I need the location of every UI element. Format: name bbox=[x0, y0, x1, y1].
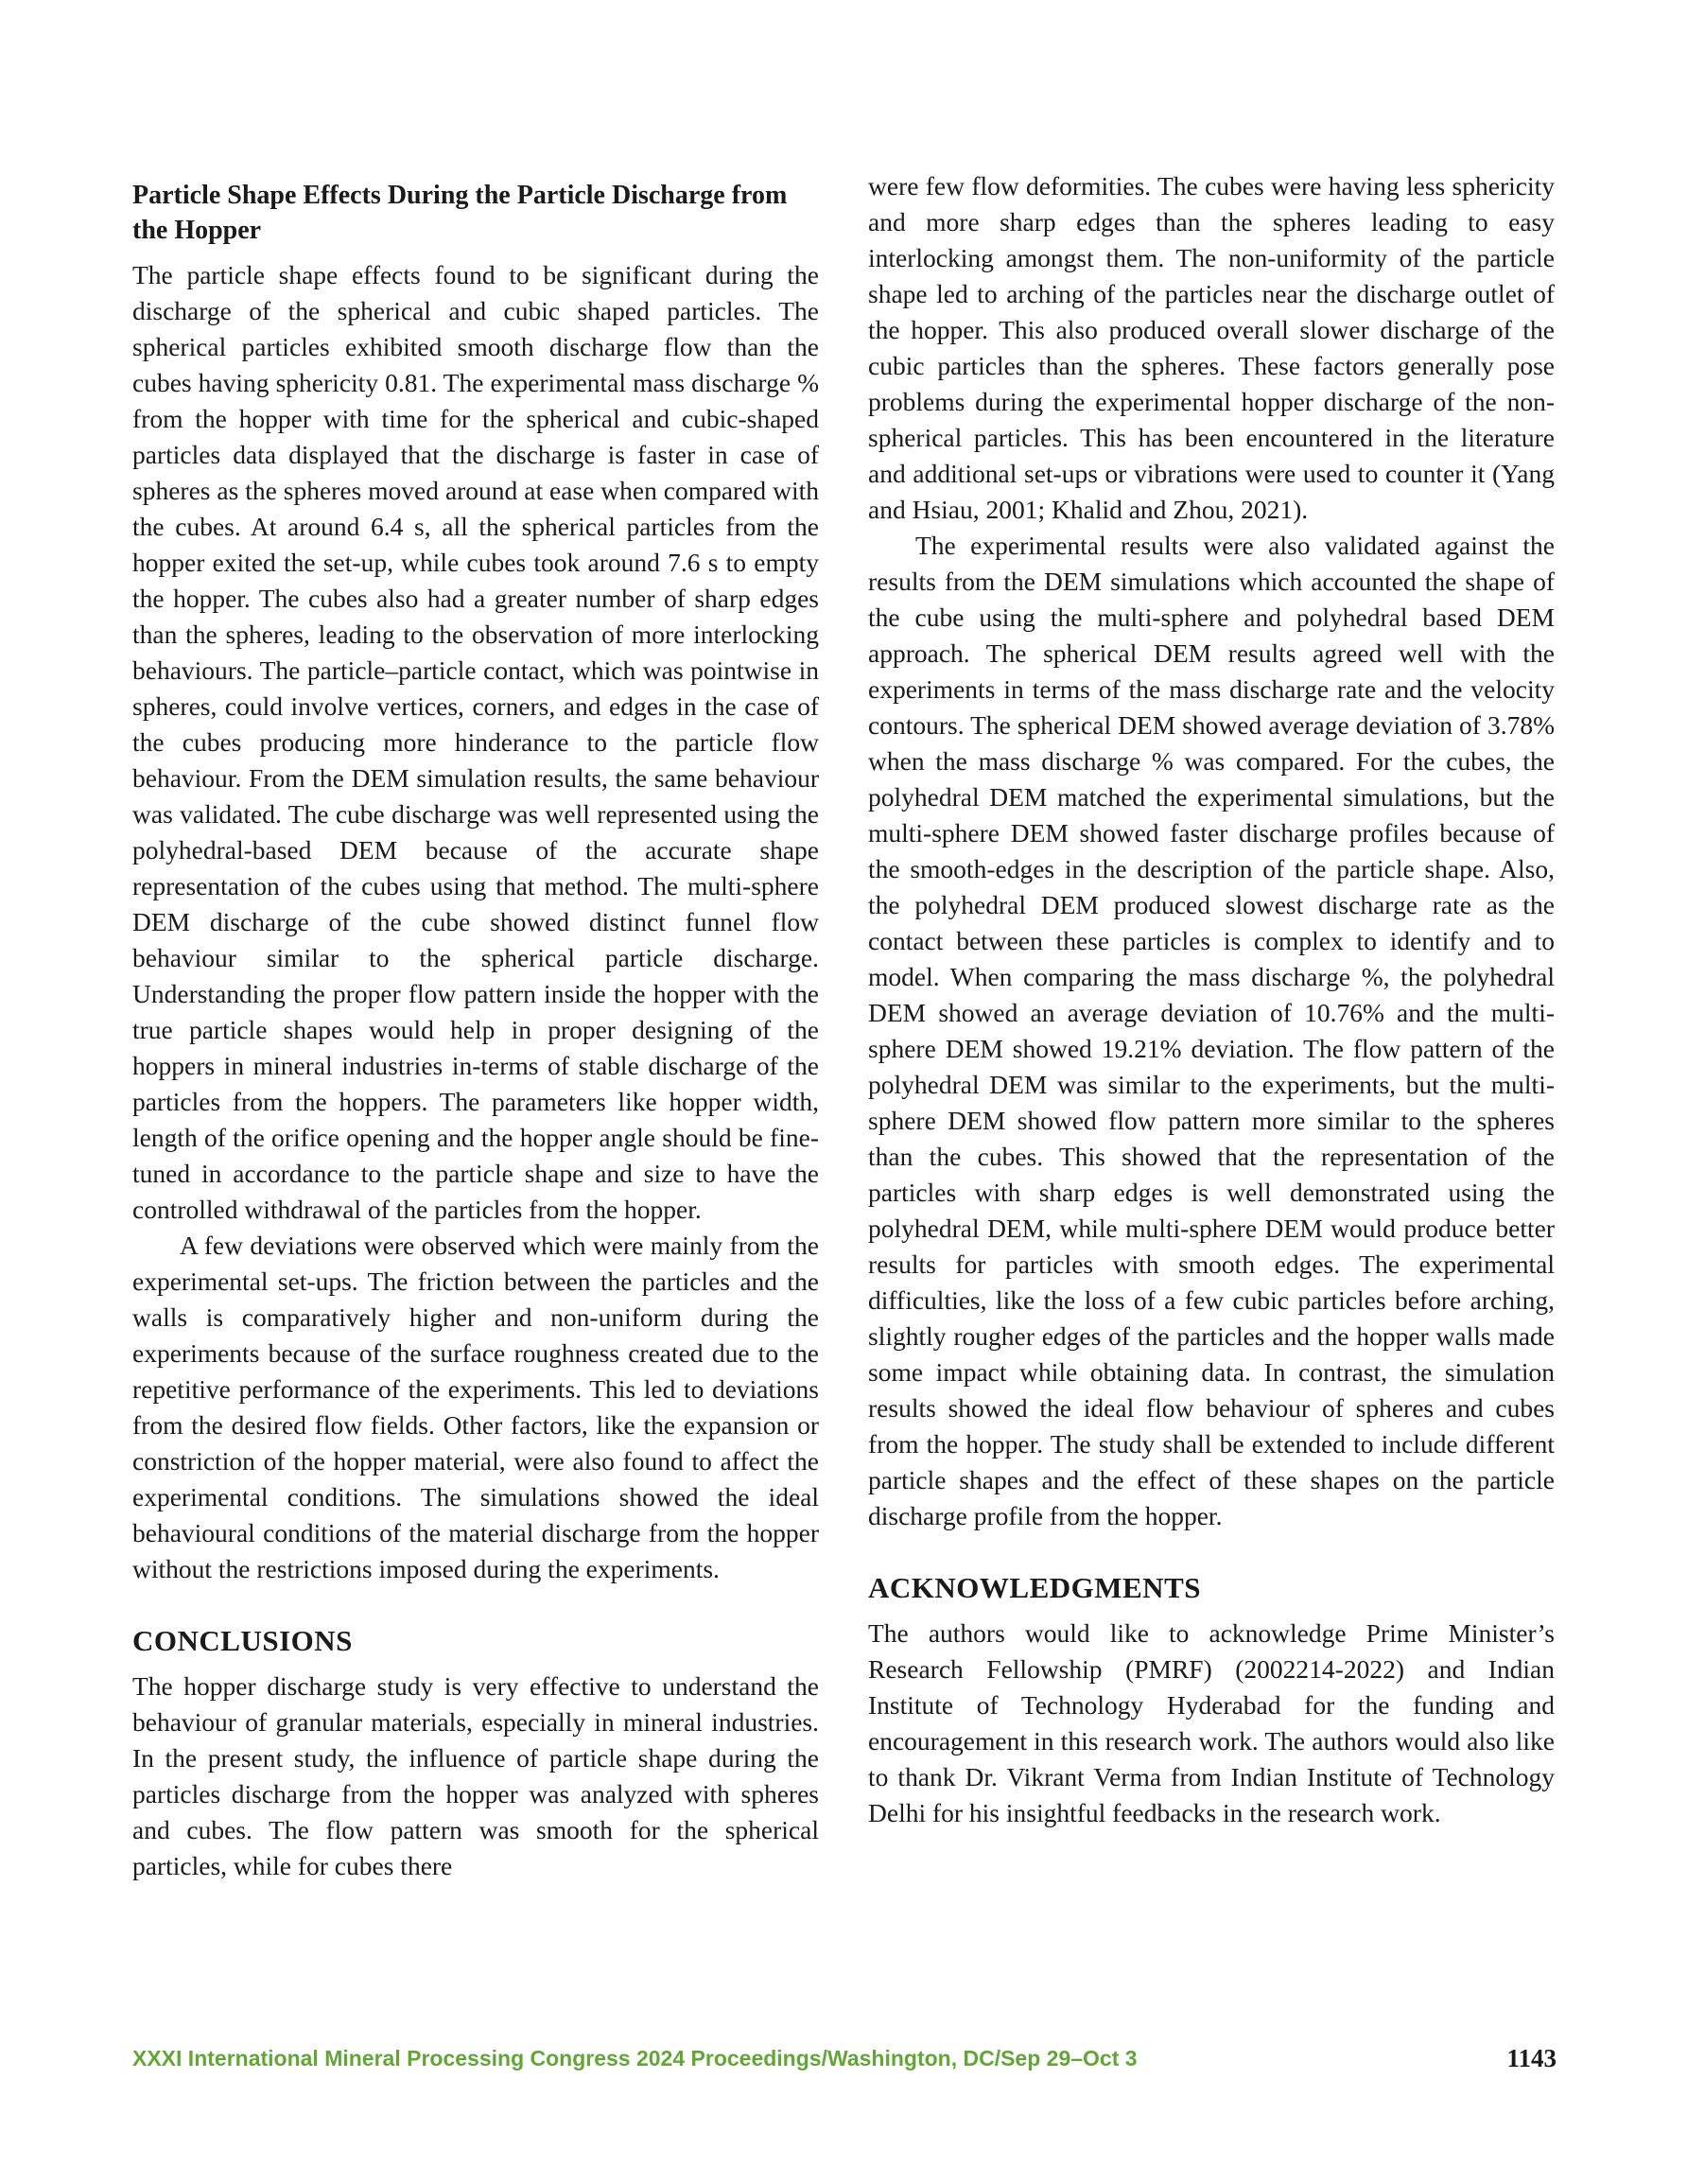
conclusions-heading: CONCLUSIONS bbox=[132, 1624, 353, 1657]
right-column bbox=[868, 168, 1555, 1831]
section-spacer bbox=[868, 1534, 1555, 1570]
body-paragraph: The particle shape effects found to be significant during the discharge of the spherical and cubic shaped particles. The spherical particles exhibited smooth discharge flow than the cubes having sphericity 0.81. The experimental mass discharge % from the hopper with time for the spherical and cubic-shaped particles data displayed that the discharge is faster in case of spheres as the spheres moved around at ease when compared with the cubes. At around 6.4 s, all the spherical particles from the hopper exited the set-up, while cubes took around 7.6 s to empty the hopper. The cubes also had a greater number of sharp edges than the spheres, leading to the observation of more interlocking behaviours. The particle–particle contact, which was pointwise in spheres, could involve vertices, corners, and edges in the case of the cubes producing more hinderance to the particle flow behaviour. From the DEM simulation results, the same behaviour was validated. The cube discharge was well represented using the polyhedral-based DEM because of the accurate shape representation of the cubes using that method. The multi-sphere DEM discharge of the cube showed distinct funnel flow behaviour similar to the spherical particle discharge. Understanding the proper flow pattern inside the hopper with the true particle shapes would help in proper designing of the hoppers in mineral industries in-terms of stable discharge of the particles from the hoppers. The parameters like hopper width, length of the orifice opening and the hopper angle should be fine-tuned in accordance to the particle shape and size to have the controlled withdrawal of the particles from the hopper. bbox=[132, 260, 819, 1224]
subsection-heading: Particle Shape Effects During the Particle Discharge from the Hopper bbox=[132, 181, 788, 245]
acknowledgments-heading: ACKNOWLEDGMENTS bbox=[868, 1571, 1201, 1604]
body-paragraph: The hopper discharge study is very effective to understand the behaviour of granular materials, especially in mineral industries. In the present study, the influence of particle shape during the particles discharge from the hopper was analyzed with spheres and cubes. The flow pattern was smooth for the spherical particles, while for cubes there bbox=[132, 1671, 819, 1880]
body-paragraph: The authors would like to acknowledge Prime Minister’s Research Fellowship (PMRF) (2002214-2022) and Indian Institute of Technology Hyderabad for the funding and encouragement in this research work. The authors would also like to thank Dr. Vikrant Verma from Indian Institute of Technology Delhi for his insightful feedbacks in the research work. bbox=[868, 1618, 1555, 1827]
body-paragraph: The experimental results were also validated against the results from the DEM simulations which accounted the shape of the cube using the multi-sphere and polyhedral based DEM approach. The spherical DEM results agreed well with the experiments in terms of the mass discharge rate and the velocity contours. The spherical DEM showed average deviation of 3.78% when the mass discharge % was compared. For the cubes, the polyhedral DEM matched the experimental simulations, but the multi-sphere DEM showed faster discharge profiles because of the smooth-edges in the description of the particle shape. Also, the polyhedral DEM produced slowest discharge rate as the contact between these particles is complex to identify and to model. When comparing the mass discharge %, the polyhedral DEM showed an average deviation of 10.76% and the multi-sphere DEM showed 19.21% deviation. The flow pattern of the polyhedral DEM was similar to the experiments, but the multi-sphere DEM showed flow pattern more similar to the spheres than the cubes. This showed that the representation of the particles with sharp edges is well demonstrated using the polyhedral DEM, while multi-sphere DEM would produce better results for particles with smooth edges. The experimental difficulties, like the loss of a few cubic particles before arching, slightly rougher edges of the particles and the hopper walls made some impact while obtaining data. In contrast, the simulation results showed the ideal flow behaviour of spheres and cubes from the hopper. The study shall be extended to include different particle shapes and the effect of these shapes on the particle discharge profile from the hopper. bbox=[868, 531, 1555, 1530]
footer-conference-text: XXXI International Mineral Processing Congress 2024 Proceedings/Washington, DC/Sep 29–Oct 3 bbox=[132, 2046, 1138, 2070]
page-footer bbox=[132, 2041, 1557, 2075]
left-column bbox=[132, 168, 819, 1884]
section-spacer bbox=[132, 1587, 819, 1623]
page-number: 1143 bbox=[1506, 2044, 1557, 2072]
body-paragraph: A few deviations were observed which were mainly from the experimental set-ups. The friction between the particles and the walls is comparatively higher and non-uniform during the experiments because of the surface roughness created due to the repetitive performance of the experiments. This led to deviations from the desired flow fields. Other factors, like the expansion or constriction of the hopper material, were also found to affect the experimental conditions. The simulations showed the ideal behavioural conditions of the material discharge from the hopper without the restrictions imposed during the experiments. bbox=[132, 1231, 819, 1583]
body-paragraph: were few flow deformities. The cubes were having less sphericity and more sharp edges than the spheres leading to easy interlocking amongst them. The non-uniformity of the particle shape led to arching of the particles near the discharge outlet of the hopper. This also produced overall slower discharge of the cubic particles than the spheres. These factors generally pose problems during the experimental hopper discharge of the non-spherical particles. This has been encountered in the literature and additional set-ups or vibrations were used to counter it (Yang and Hsiau, 2001; Khalid and Zhou, 2021). bbox=[868, 171, 1555, 524]
